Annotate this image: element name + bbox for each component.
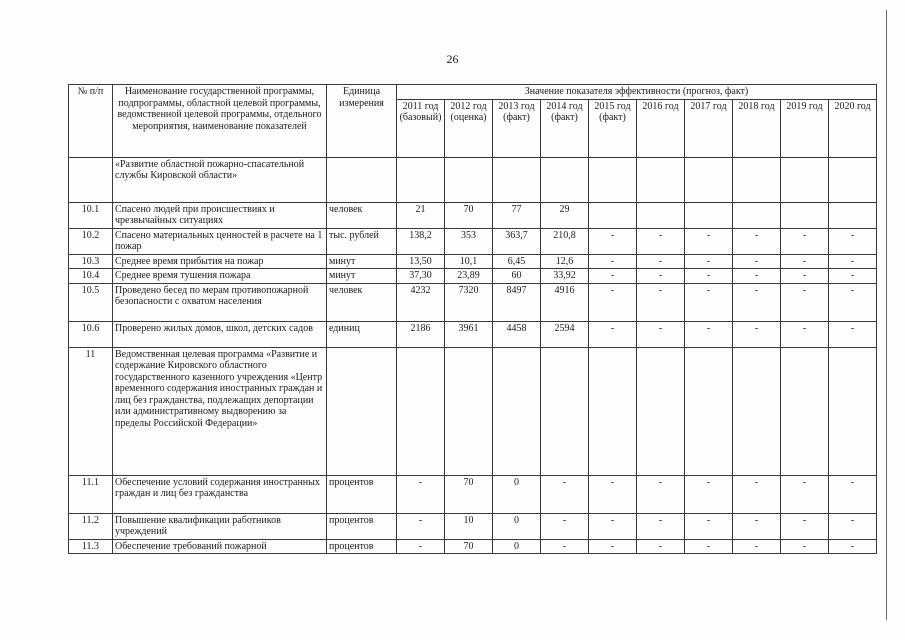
row-value: 23,89 [445,269,493,284]
row-value: 363,7 [493,228,541,254]
row-unit [327,157,397,202]
row-value: - [541,513,589,539]
row-value: 70 [445,475,493,513]
row-value: 12,6 [541,254,589,269]
row-value: - [781,269,829,284]
row-value: - [733,539,781,554]
row-value: 10 [445,513,493,539]
row-value: - [685,269,733,284]
row-value: - [781,228,829,254]
row-value: - [685,513,733,539]
header-unit: Единица измерения [327,85,397,158]
header-year: 2011 год (базовый) [397,99,445,157]
page-edge-line [886,10,887,620]
row-value: - [397,475,445,513]
page-number: 26 [446,52,459,66]
row-value [397,157,445,202]
row-indicator-name: Обеспечение условий содержания иностранных граждан и лиц без гражданства [113,475,327,513]
row-value: - [637,254,685,269]
row-number: 11.3 [69,539,113,554]
row-unit: единиц [327,321,397,347]
row-value: 8497 [493,283,541,321]
row-value: - [733,321,781,347]
row-value: 353 [445,228,493,254]
row-value: 33,92 [541,269,589,284]
row-value: 210,8 [541,228,589,254]
row-value [397,347,445,475]
row-value: 0 [493,475,541,513]
table-row [69,539,877,554]
header-values: Значение показателя эффективности (прогноз, факт) [397,85,877,100]
row-value: - [685,475,733,513]
table-row [69,254,877,269]
row-value: - [829,321,877,347]
row-value: 70 [445,202,493,228]
row-value: - [733,269,781,284]
row-value: 3961 [445,321,493,347]
row-value: 37,30 [397,269,445,284]
row-value [829,202,877,228]
table-row [69,269,877,284]
row-value: - [589,321,637,347]
row-value: - [637,283,685,321]
row-unit: процентов [327,513,397,539]
table-row [69,202,877,228]
row-value: - [733,283,781,321]
row-value [637,157,685,202]
row-value: - [637,228,685,254]
row-value: - [589,539,637,554]
row-value: 4916 [541,283,589,321]
row-number: 10.6 [69,321,113,347]
row-value: - [685,228,733,254]
row-indicator-name: Обеспечение требований пожарной [113,539,327,554]
header-year: 2018 год [733,99,781,157]
row-value [829,157,877,202]
row-value [733,202,781,228]
row-indicator-name: Проверено жилых домов, школ, детских садов [113,321,327,347]
header-num: № п/п [69,85,113,158]
row-value: - [637,321,685,347]
header-year: 2017 год [685,99,733,157]
row-value: - [733,254,781,269]
row-value: - [781,254,829,269]
header-row-1 [69,85,877,100]
row-indicator-name: Среднее время тушения пожара [113,269,327,284]
row-value [541,347,589,475]
row-value: 0 [493,513,541,539]
header-name: Наименование государственной программы, подпрограммы, областной целевой программы, ведомственной целевой программы, отдельного мероприятия, наименование показателей [113,85,327,158]
row-value [445,157,493,202]
row-value [637,347,685,475]
row-indicator-name: «Развитие областной пожарно-спасательной службы Кировской области» [113,157,327,202]
row-value: - [685,539,733,554]
row-value: - [829,475,877,513]
row-value: - [589,513,637,539]
row-unit: процентов [327,475,397,513]
row-value: - [637,269,685,284]
row-value: - [829,283,877,321]
table-body [69,157,877,554]
row-value: - [685,321,733,347]
row-value [733,347,781,475]
row-number: 10.1 [69,202,113,228]
header-year: 2014 год (факт) [541,99,589,157]
row-value: - [733,475,781,513]
row-unit: минут [327,254,397,269]
row-value: 2186 [397,321,445,347]
row-value [493,347,541,475]
row-number: 11 [69,347,113,475]
row-value: 60 [493,269,541,284]
row-indicator-name: Ведомственная целевая программа «Развитие и содержание Кировского областного государственного казенного учреждения «Центр временного содержания иностранных граждан и лиц без гражданства, подлежащих депортации или административному выдворению за пределы Российской Федерации» [113,347,327,475]
header-year: 2013 год (факт) [493,99,541,157]
row-indicator-name: Повышение квалификации работников учреждений [113,513,327,539]
row-value [685,202,733,228]
row-value: - [397,539,445,554]
row-number: 10.4 [69,269,113,284]
row-value: - [781,321,829,347]
indicators-table [68,84,877,554]
row-value: - [589,254,637,269]
row-value [589,347,637,475]
row-value: 0 [493,539,541,554]
row-value: - [685,254,733,269]
row-value: - [781,475,829,513]
row-value [781,347,829,475]
row-unit [327,347,397,475]
row-indicator-name: Спасено материальных ценностей в расчете на 1 пожар [113,228,327,254]
table-row [69,475,877,513]
header-year: 2012 год (оценка) [445,99,493,157]
row-value: 6,45 [493,254,541,269]
row-value: - [781,513,829,539]
row-value [733,157,781,202]
table-row [69,157,877,202]
row-unit: тыс. рублей [327,228,397,254]
row-value: 29 [541,202,589,228]
header-year: 2015 год (факт) [589,99,637,157]
row-value: - [397,513,445,539]
row-value: - [733,228,781,254]
row-value: - [637,475,685,513]
row-value: - [589,283,637,321]
row-unit: человек [327,283,397,321]
row-value: - [637,513,685,539]
row-indicator-name: Проведено бесед по мерам противопожарной безопасности с охватом населения [113,283,327,321]
row-value [637,202,685,228]
row-value: - [829,228,877,254]
row-value: 10,1 [445,254,493,269]
row-unit: минут [327,269,397,284]
row-indicator-name: Спасено людей при происшествиях и чрезвычайных ситуациях [113,202,327,228]
table-row [69,347,877,475]
row-value [493,157,541,202]
row-value [589,202,637,228]
row-number: 11.1 [69,475,113,513]
header-year: 2020 год [829,99,877,157]
row-number: 10.3 [69,254,113,269]
row-value: - [589,475,637,513]
row-value [445,347,493,475]
table-row [69,321,877,347]
row-value: - [541,539,589,554]
table-row [69,513,877,539]
row-value: - [733,513,781,539]
row-value [781,202,829,228]
row-indicator-name: Среднее время прибытия на пожар [113,254,327,269]
row-value: - [781,283,829,321]
row-value: - [589,269,637,284]
header-year: 2016 год [637,99,685,157]
row-value: - [637,539,685,554]
row-value: - [829,269,877,284]
row-value: - [781,539,829,554]
row-value: - [829,513,877,539]
row-value: 70 [445,539,493,554]
row-value: 138,2 [397,228,445,254]
row-number: 10.5 [69,283,113,321]
row-value [781,157,829,202]
row-value [589,157,637,202]
row-value [541,157,589,202]
row-number [69,157,113,202]
row-value: 21 [397,202,445,228]
header-year: 2019 год [781,99,829,157]
row-value: 7320 [445,283,493,321]
row-value: - [829,254,877,269]
row-value: 77 [493,202,541,228]
row-value: 2594 [541,321,589,347]
row-value [685,157,733,202]
table-row [69,283,877,321]
row-number: 10.2 [69,228,113,254]
row-value: - [589,228,637,254]
row-unit: процентов [327,539,397,554]
row-value: 4232 [397,283,445,321]
row-unit: человек [327,202,397,228]
row-value: - [541,475,589,513]
row-value: - [685,283,733,321]
row-value: 4458 [493,321,541,347]
row-value [829,347,877,475]
row-value [685,347,733,475]
row-number: 11.2 [69,513,113,539]
row-value: - [829,539,877,554]
table-row [69,228,877,254]
row-value: 13,50 [397,254,445,269]
